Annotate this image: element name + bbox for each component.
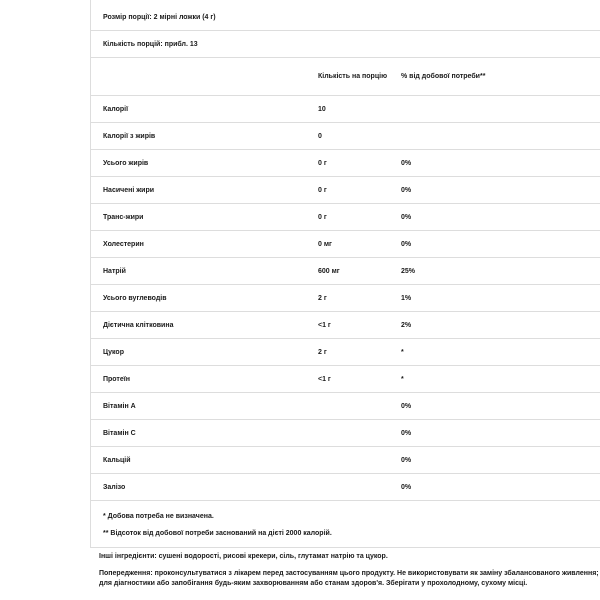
nutrient-daily-value: 0% xyxy=(401,430,412,437)
nutrient-row xyxy=(90,312,600,339)
warning-text: Попередження: проконсультуватися з лікарем перед застосуванням цього продукту. Не використовувати як заміну збалансованого живлення; для діагностики або запобігання будь-яким захворюванням або станам здоров'я. Зберігати у прохолодному, сухому місці. xyxy=(99,570,599,587)
nutrient-name: Вітамін A xyxy=(103,403,136,410)
nutrient-row xyxy=(90,150,600,177)
table-header-row xyxy=(90,58,600,96)
other-ingredients: Інші інгредієнти: сушені водорості, рисові крекери, сіль, глутамат натрію та цукор. xyxy=(99,553,388,560)
nutrient-row xyxy=(90,339,600,366)
nutrient-amount: 0 г xyxy=(318,214,327,221)
nutrient-amount: 600 мг xyxy=(318,268,340,275)
nutrient-name: Усього вуглеводів xyxy=(103,295,167,302)
nutrient-name: Натрій xyxy=(103,268,126,275)
nutrient-row xyxy=(90,204,600,231)
nutrient-row xyxy=(90,420,600,447)
servings-per-container-row xyxy=(90,31,600,58)
amount-header: Кількість на порцію xyxy=(318,73,388,80)
nutrient-amount: 0 г xyxy=(318,160,327,167)
nutrient-name: Насичені жири xyxy=(103,187,155,194)
nutrient-name: Транс-жири xyxy=(103,214,144,221)
footnote-not-established: * Добова потреба не визначена. xyxy=(103,513,214,520)
nutrient-name: Протеїн xyxy=(103,376,130,383)
nutrient-daily-value: * xyxy=(401,349,404,356)
nutrient-daily-value: 2% xyxy=(401,322,412,329)
nutrient-name: Калорії xyxy=(103,106,129,113)
nutrient-row xyxy=(90,366,600,393)
nutrient-name: Залізо xyxy=(103,484,126,491)
servings-per-container: Кількість порцій: прибл. 13 xyxy=(103,41,198,48)
nutrient-name: Дієтична клітковина xyxy=(103,322,174,329)
nutrient-row xyxy=(90,393,600,420)
nutrient-row xyxy=(90,177,600,204)
nutrient-amount: 0 г xyxy=(318,187,327,194)
nutrient-amount: 2 г xyxy=(318,295,327,302)
nutrient-daily-value: 0% xyxy=(401,214,412,221)
nutrient-name: Вітамін C xyxy=(103,430,136,437)
nutrient-name: Цукор xyxy=(103,349,124,356)
nutrient-row xyxy=(90,447,600,474)
nutrient-daily-value: 1% xyxy=(401,295,412,302)
nutrient-name: Калорії з жирів xyxy=(103,133,156,140)
nutrient-row xyxy=(90,474,600,501)
serving-size: Розмір порції: 2 мірні ложки (4 г) xyxy=(103,14,216,21)
nutrient-row xyxy=(90,231,600,258)
nutrient-row xyxy=(90,285,600,312)
nutrient-daily-value: 0% xyxy=(401,484,412,491)
nutrient-amount: 0 мг xyxy=(318,241,332,248)
nutrient-amount: 0 xyxy=(318,133,322,140)
nutrient-daily-value: 0% xyxy=(401,187,412,194)
nutrient-row xyxy=(90,123,600,150)
nutrient-name: Кальцій xyxy=(103,457,131,464)
nutrient-row xyxy=(90,96,600,123)
nutrient-name: Холестерин xyxy=(103,241,144,248)
nutrient-daily-value: 0% xyxy=(401,403,412,410)
section-divider xyxy=(90,547,600,548)
nutrient-daily-value: 0% xyxy=(401,160,412,167)
nutrient-daily-value: 0% xyxy=(401,457,412,464)
nutrient-daily-value: 25% xyxy=(401,268,416,275)
serving-size-row xyxy=(90,4,600,31)
nutrient-name: Усього жирів xyxy=(103,160,149,167)
nutrient-row xyxy=(90,258,600,285)
nutrient-amount: 2 г xyxy=(318,349,327,356)
nutrient-amount: 10 xyxy=(318,106,326,113)
nutrient-amount: <1 г xyxy=(318,322,331,329)
nutrient-amount: <1 г xyxy=(318,376,331,383)
footnote-daily-value-basis: ** Відсоток від добової потреби заснований на дієті 2000 калорій. xyxy=(103,530,332,537)
nutrient-daily-value: * xyxy=(401,376,404,383)
nutrition-facts-panel xyxy=(90,0,600,600)
daily-value-header: % від добової потреби** xyxy=(401,73,486,80)
nutrient-daily-value: 0% xyxy=(401,241,412,248)
